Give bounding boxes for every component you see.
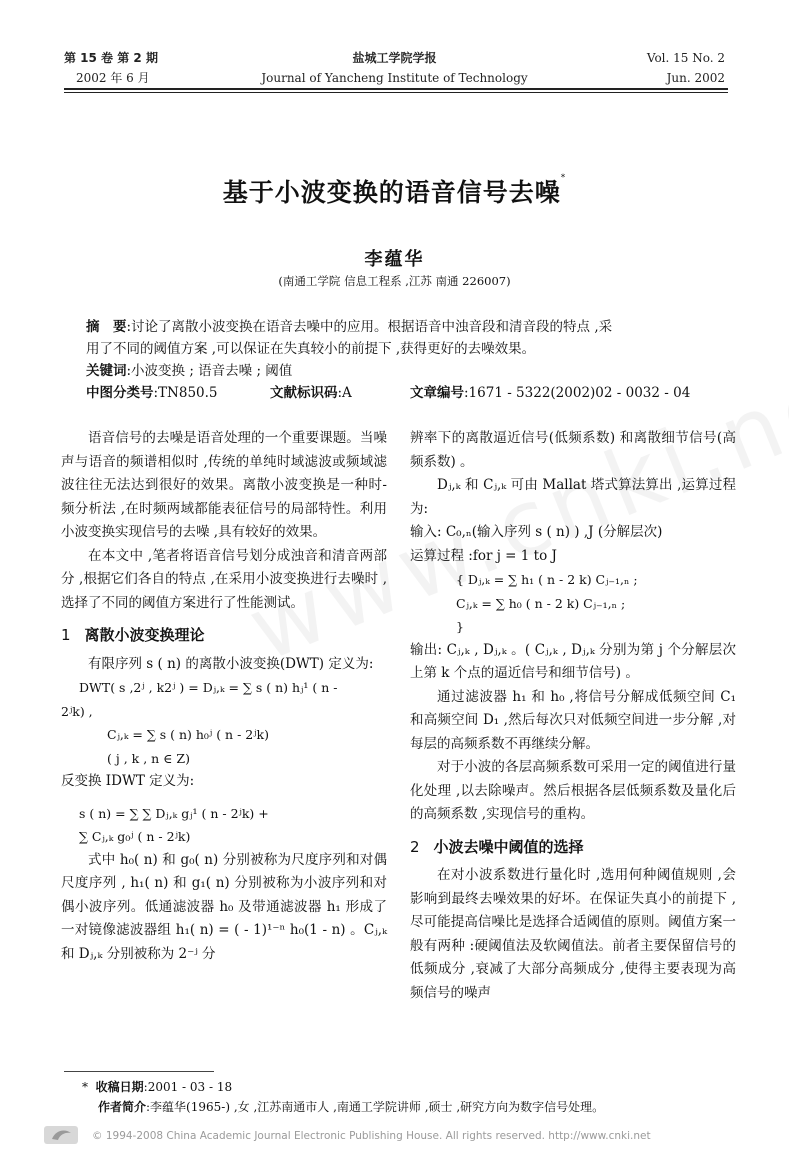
header-date: 2002 年 6 月 xyxy=(76,71,150,85)
idwt-formula-line-1: s ( n) = ∑ ∑ Dⱼ,ₖ gⱼ¹ ( n - 2ʲk) + xyxy=(79,805,269,821)
clc-label: 中图分类号 xyxy=(86,385,154,401)
cnki-logo-icon xyxy=(44,1124,80,1146)
right-column xyxy=(410,427,736,1005)
section-2-heading: 2 小波去噪中阈值的选择 xyxy=(410,837,584,856)
header-vol-no: Vol. 15 No. 2 xyxy=(646,51,725,65)
doc-code-label: 文献标识码 xyxy=(270,385,338,401)
header-volume: 第 15 卷 第 2 期 xyxy=(64,51,158,65)
threshold-paragraph: 对于小波的各层高频系数可采用一定的阈值进行量化处理 ,以去除噪声。然后根据各层低频系数及量化后的高频系数 ,实现信号的重构。 xyxy=(410,759,736,822)
footnote-received: * 收稿日期:2001 - 03 - 18 xyxy=(82,1080,233,1094)
author-affiliation: (南通工学院 信息工程系 ,江苏 南通 226007) xyxy=(278,274,511,288)
idwt-label: 反变换 IDWT 定义为: xyxy=(61,773,195,789)
abstract-block xyxy=(86,316,706,404)
algorithm-approx-step: Cⱼ,ₖ = ∑ h₀ ( n - 2 k) Cⱼ₋₁,ₙ ; xyxy=(456,595,626,611)
intro-paragraph-2: 在本文中 ,笔者将语音信号划分成浊音和清音两部分 ,根据它们各自的特点 ,在采用小波变换进行去噪时 ,选择了不同的阈值方案进行了性能测试。 xyxy=(61,547,387,611)
copyright-notice: © 1994-2008 China Academic Journal Electronic Publishing House. All rights reserved. http://www.cnki.net xyxy=(92,1130,651,1142)
paper-title: 基于小波变换的语音信号去噪* xyxy=(222,173,567,207)
algorithm-input: 输入: C₀,ₙ(输入序列 s ( n) ) ,J (分解层次) xyxy=(410,524,663,540)
author-name: 李蕴华 xyxy=(364,249,425,270)
keywords-label: 关键词 xyxy=(86,363,127,379)
dwt-formula-line-1: DWT( s ,2ʲ , k2ʲ ) = Dⱼ,ₖ = ∑ s ( n) hⱼ¹ ( n - xyxy=(79,680,338,695)
algorithm-detail-step: { Dⱼ,ₖ = ∑ h₁ ( n - 2 k) Cⱼ₋₁,ₙ ; xyxy=(456,572,638,587)
intro-paragraph-1: 语音信号的去噪是语音处理的一个重要课题。当噪声与语音的频谱相似时 ,传统的单纯时域滤波或频域滤波往往无法达到很好的效果。离散小波变换是一种时-频分析法 ,在时频两域都能表征信号的局部特性。利用小波变换实现信号的去噪 ,具有较好的效果。 xyxy=(61,430,387,540)
article-no-label: 文章编号 xyxy=(410,385,464,401)
abstract-line-1: 摘 要:讨论了离散小波变换在语音去噪中的应用。根据语音中浊音段和清音段的特点 ,采 xyxy=(86,319,613,335)
approx-formula: Cⱼ,ₖ = ∑ s ( n) h₀ʲ ( n - 2ʲk) xyxy=(107,727,269,742)
header-journal-en: Journal of Yancheng Institute of Technology xyxy=(261,71,528,85)
idwt-formula-line-2: ∑ Cⱼ,ₖ g₀ʲ ( n - 2ʲk) xyxy=(79,829,191,844)
section-1-heading: 1 离散小波变换理论 xyxy=(61,626,205,644)
filters-paragraph: 式中 h₀( n) 和 g₀( n) 分别被称为尺度序列和对偶尺度序列 , h₁( n) 和 g₁( n) 分别被称为小波序列和对偶小波序列。低通滤波器 h₀ 及带通滤波器 h₁ 形成了一对镜像滤波器组 h₁( n) = ( - 1)¹⁻ⁿ h₀(1 - n) 。Cⱼ,ₖ 和 Dⱼ,ₖ 分别被称为 2⁻ʲ 分 xyxy=(61,851,387,962)
continuation-paragraph: 辨率下的离散逼近信号(低频系数) 和离散细节信号(高频系数) 。 xyxy=(410,430,736,470)
algorithm-loop: 运算过程 :for j = 1 to J xyxy=(410,547,557,564)
title-footnote-mark: * xyxy=(560,173,567,183)
footnote-author-bio: 作者简介:李蕴华(1965-) ,女 ,江苏南通市人 ,南通工学院讲师 ,硕士 ,研究方向为数字信号处理。 xyxy=(98,1100,605,1114)
footnote-rule xyxy=(64,1071,214,1072)
header-month: Jun. 2002 xyxy=(666,71,725,85)
index-domain: ( j , k , n ∈ Z) xyxy=(107,750,190,766)
mallat-paragraph: Dⱼ,ₖ 和 Cⱼ,ₖ 可由 Mallat 塔式算法算出 ,运算过程为: xyxy=(410,477,736,517)
article-no-value: :1671 - 5322(2002)02 - 0032 - 04 xyxy=(464,385,691,401)
algorithm-close-brace: } xyxy=(456,619,464,634)
dwt-formula-line-2: 2ʲk) , xyxy=(61,703,93,719)
algorithm-output: 输出: Cⱼ,ₖ , Dⱼ,ₖ 。( Cⱼ,ₖ , Dⱼ,ₖ 分别为第 j 个分解层次上第 k 个点的逼近信号和细节信号) 。 xyxy=(410,641,736,681)
clc-value: :TN850.5 xyxy=(153,385,218,401)
dwt-definition-text: 有限序列 s ( n) 的离散小波变换(DWT) 定义为: xyxy=(88,655,374,672)
classification-line xyxy=(86,382,706,404)
abstract-line-2: 用了不同的阈值方案 ,可以保证在失真较小的前提下 ,获得更好的去噪效果。 xyxy=(86,341,536,357)
left-column xyxy=(61,427,387,966)
doc-code-value: :A xyxy=(337,385,352,401)
filter-decomposition-paragraph: 通过滤波器 h₁ 和 h₀ ,将信号分解成低频空间 C₁ 和高频空间 D₁ ,然后每次只对低频空间进一步分解 ,对每层的高频系数不再继续分解。 xyxy=(410,688,736,752)
header-rule-thin xyxy=(64,92,728,93)
keywords-line: 关键词:小波变换 ; 语音去噪 ; 阈值 xyxy=(86,363,293,379)
section-2-paragraph: 在对小波系数进行量化时 ,选用何种阈值规则 ,会影响到最终去噪效果的好坏。在保证失真小的前提下 ,尽可能提高信噪比是选择合适阈值的原则。阈值方案一般有两种 :硬阈值法及软阈值法。前者主要保留信号的低频成分 ,衰减了大部分高频成分 ,使得主要表现为高频信号的噪声 xyxy=(410,867,736,1001)
header-journal-cn: 盐城工学院学报 xyxy=(352,51,437,65)
abstract-label: 摘 要 xyxy=(86,319,127,335)
header-rule-thick xyxy=(64,88,728,90)
